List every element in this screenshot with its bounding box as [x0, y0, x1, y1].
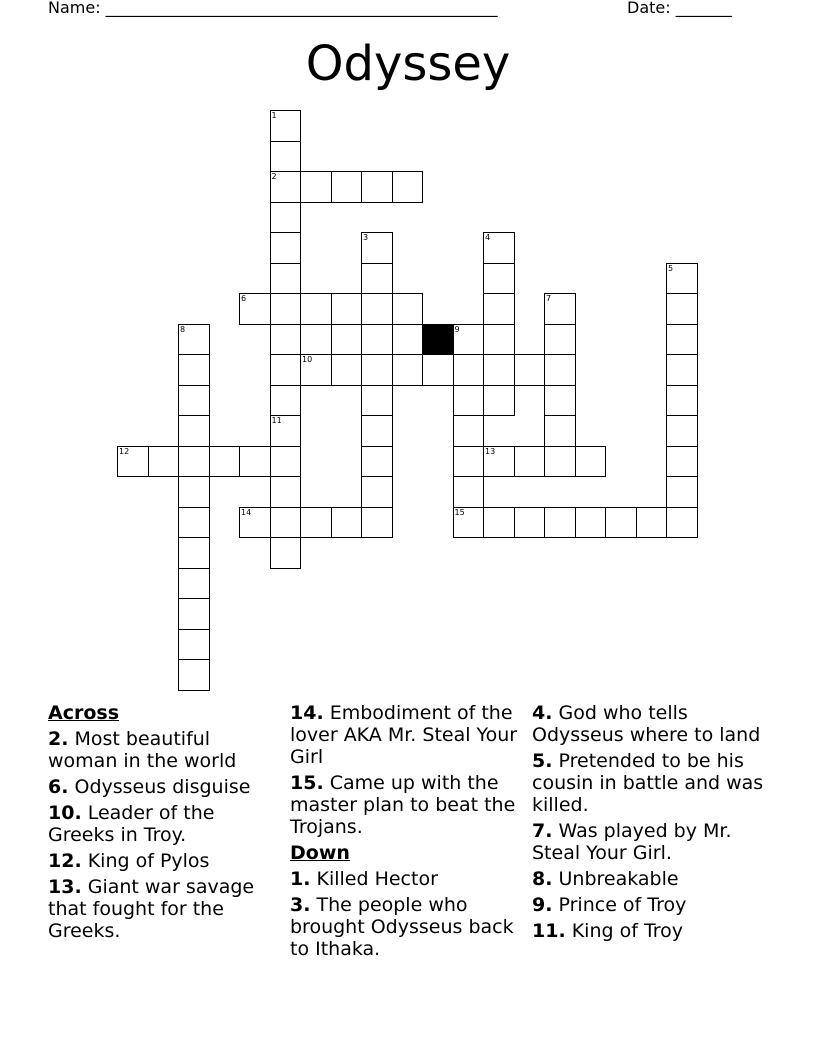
grid-cell[interactable]: [331, 293, 363, 325]
date-field-label: Date: _______: [627, 0, 732, 17]
grid-cell[interactable]: [544, 293, 576, 325]
grid-cell[interactable]: [483, 385, 515, 417]
clue-number: 14: [241, 507, 252, 517]
grid-cell[interactable]: [392, 324, 424, 356]
clue-number: 2: [271, 172, 277, 181]
grid-cell[interactable]: [453, 446, 485, 478]
grid-cell[interactable]: [514, 446, 546, 478]
grid-cell[interactable]: [361, 446, 393, 478]
clue-number: 10: [302, 355, 313, 364]
grid-cell[interactable]: [666, 507, 698, 539]
grid-cell[interactable]: [178, 385, 210, 417]
grid-cell[interactable]: [483, 446, 515, 478]
grid-cell[interactable]: [178, 629, 210, 661]
down-clue: 4. God who tells Odysseus where to land: [532, 702, 761, 746]
clue-number: 13: [485, 446, 496, 456]
grid-cell[interactable]: [666, 293, 698, 325]
grid-cell[interactable]: [666, 415, 698, 447]
grid-cell[interactable]: [544, 446, 576, 478]
grid-cell[interactable]: [544, 507, 576, 539]
grid-cell[interactable]: [331, 324, 363, 356]
clue-column-1: [48, 702, 280, 946]
grid-cell[interactable]: [178, 659, 210, 691]
grid-cell[interactable]: [270, 324, 302, 356]
grid-cell[interactable]: [178, 446, 210, 478]
grid-cell[interactable]: [392, 171, 424, 203]
grid-cell[interactable]: [453, 415, 485, 447]
grid-cell[interactable]: [483, 232, 515, 264]
grid-cell[interactable]: [270, 415, 302, 447]
grid-cell[interactable]: [331, 354, 363, 386]
grid-cell[interactable]: [544, 385, 576, 417]
grid-cell[interactable]: [270, 385, 302, 417]
grid-cell[interactable]: [270, 476, 302, 508]
grid-cell[interactable]: [361, 507, 393, 539]
grid-cell[interactable]: [178, 476, 210, 508]
grid-cell[interactable]: [544, 354, 576, 386]
page-title: Odyssey: [305, 36, 511, 92]
clue-number: 7: [546, 294, 552, 303]
grid-cell[interactable]: [361, 385, 393, 417]
grid-cell[interactable]: [270, 202, 302, 234]
grid-cell[interactable]: [666, 354, 698, 386]
grid-cell[interactable]: [666, 476, 698, 508]
grid-cell[interactable]: [178, 415, 210, 447]
grid-cell[interactable]: [483, 354, 515, 386]
grid-cell[interactable]: [300, 293, 332, 325]
grid-cell[interactable]: [544, 324, 576, 356]
grid-cell[interactable]: [544, 415, 576, 447]
clue-number: 8: [180, 324, 186, 334]
across-clue: 14. Embodiment of the lover AKA Mr. Steal Your Girl: [290, 702, 518, 768]
grid-cell[interactable]: [270, 263, 302, 295]
grid-cell[interactable]: [178, 354, 210, 386]
grid-cell[interactable]: [575, 446, 607, 478]
grid-cell[interactable]: [483, 293, 515, 325]
clue-number: 15: [454, 507, 465, 517]
grid-cell[interactable]: [148, 446, 180, 478]
clue-number: 6: [241, 294, 247, 303]
grid-cell[interactable]: [239, 293, 271, 325]
grid-cell[interactable]: [483, 263, 515, 295]
grid-cell[interactable]: [270, 171, 302, 203]
down-heading: Down: [290, 842, 350, 864]
grid-cell[interactable]: [636, 507, 668, 539]
across-clue: 6. Odysseus disguise: [48, 776, 251, 798]
grid-cell[interactable]: [270, 141, 302, 173]
grid-cell[interactable]: [453, 507, 485, 539]
grid-cell[interactable]: [605, 507, 637, 539]
grid-cell[interactable]: [178, 507, 210, 539]
across-clue: 12. King of Pylos: [48, 850, 210, 872]
grid-cell[interactable]: [392, 293, 424, 325]
grid-cell[interactable]: [514, 354, 546, 386]
clue-number: 1: [271, 111, 277, 120]
grid-cell[interactable]: [514, 507, 546, 539]
grid-cell[interactable]: [422, 354, 454, 386]
grid-cell[interactable]: [666, 446, 698, 478]
grid-cell[interactable]: [300, 354, 332, 386]
down-clue: 11. King of Troy: [532, 920, 684, 942]
name-field-label: Name: _________________________________________________: [48, 0, 498, 17]
black-cell: [422, 324, 454, 356]
grid-cell[interactable]: [361, 415, 393, 447]
grid-cell[interactable]: [361, 293, 393, 325]
grid-cell[interactable]: [331, 507, 363, 539]
grid-cell[interactable]: [178, 598, 210, 630]
grid-cell[interactable]: [178, 537, 210, 569]
clue-number: 11: [271, 416, 282, 425]
grid-cell[interactable]: [483, 507, 515, 539]
grid-cell[interactable]: [178, 324, 210, 356]
grid-cell[interactable]: [270, 110, 302, 142]
down-clue: 5. Pretended to be his cousin in battle and was killed.: [532, 750, 764, 816]
grid-cell[interactable]: [117, 446, 149, 478]
grid-cell[interactable]: [270, 354, 302, 386]
grid-cell[interactable]: [209, 446, 241, 478]
grid-cell[interactable]: [361, 263, 393, 295]
grid-cell[interactable]: [361, 324, 393, 356]
down-clue: 1. Killed Hector: [290, 868, 438, 890]
grid-cell[interactable]: [270, 232, 302, 264]
clue-number: 9: [454, 324, 460, 334]
grid-cell[interactable]: [453, 385, 485, 417]
clue-number: 12: [119, 446, 130, 456]
grid-cell[interactable]: [361, 354, 393, 386]
across-clue: 15. Came up with the master plan to beat the Trojans.: [290, 772, 516, 838]
grid-cell[interactable]: [666, 324, 698, 356]
grid-cell[interactable]: [453, 354, 485, 386]
clue-column-3: [532, 702, 764, 946]
grid-cell[interactable]: [331, 171, 363, 203]
down-clue: 8. Unbreakable: [532, 868, 679, 890]
across-heading: Across: [48, 702, 120, 724]
grid-cell[interactable]: [453, 476, 485, 508]
grid-cell[interactable]: [300, 324, 332, 356]
clue-column-2: [290, 702, 522, 964]
down-clue: 9. Prince of Troy: [532, 894, 687, 916]
grid-cell[interactable]: [178, 568, 210, 600]
grid-cell[interactable]: [239, 507, 271, 539]
grid-cell[interactable]: [300, 171, 332, 203]
grid-cell[interactable]: [239, 446, 271, 478]
down-clue: 7. Was played by Mr. Steal Your Girl.: [532, 820, 732, 864]
grid-cell[interactable]: [270, 537, 302, 569]
across-clue: 2. Most beautiful woman in the world: [48, 728, 237, 772]
grid-cell[interactable]: [392, 354, 424, 386]
grid-cell[interactable]: [300, 507, 332, 539]
grid-cell[interactable]: [270, 293, 302, 325]
grid-cell[interactable]: [666, 385, 698, 417]
clue-number: 5: [668, 263, 674, 273]
grid-cell[interactable]: [666, 263, 698, 295]
grid-cell[interactable]: [453, 324, 485, 356]
grid-cell[interactable]: [270, 507, 302, 539]
grid-cell[interactable]: [270, 446, 302, 478]
grid-cell[interactable]: [575, 507, 607, 539]
grid-cell[interactable]: [361, 232, 393, 264]
grid-cell[interactable]: [361, 476, 393, 508]
down-clue: 3. The people who brought Odysseus back to Ithaka.: [290, 894, 514, 960]
clue-number: 4: [485, 233, 491, 242]
clue-number: 3: [363, 233, 369, 242]
grid-cell[interactable]: [483, 324, 515, 356]
grid-cell[interactable]: [361, 171, 393, 203]
across-clue: 10. Leader of the Greeks in Troy.: [48, 802, 215, 846]
across-clue: 13. Giant war savage that fought for the Greeks.: [48, 876, 255, 942]
